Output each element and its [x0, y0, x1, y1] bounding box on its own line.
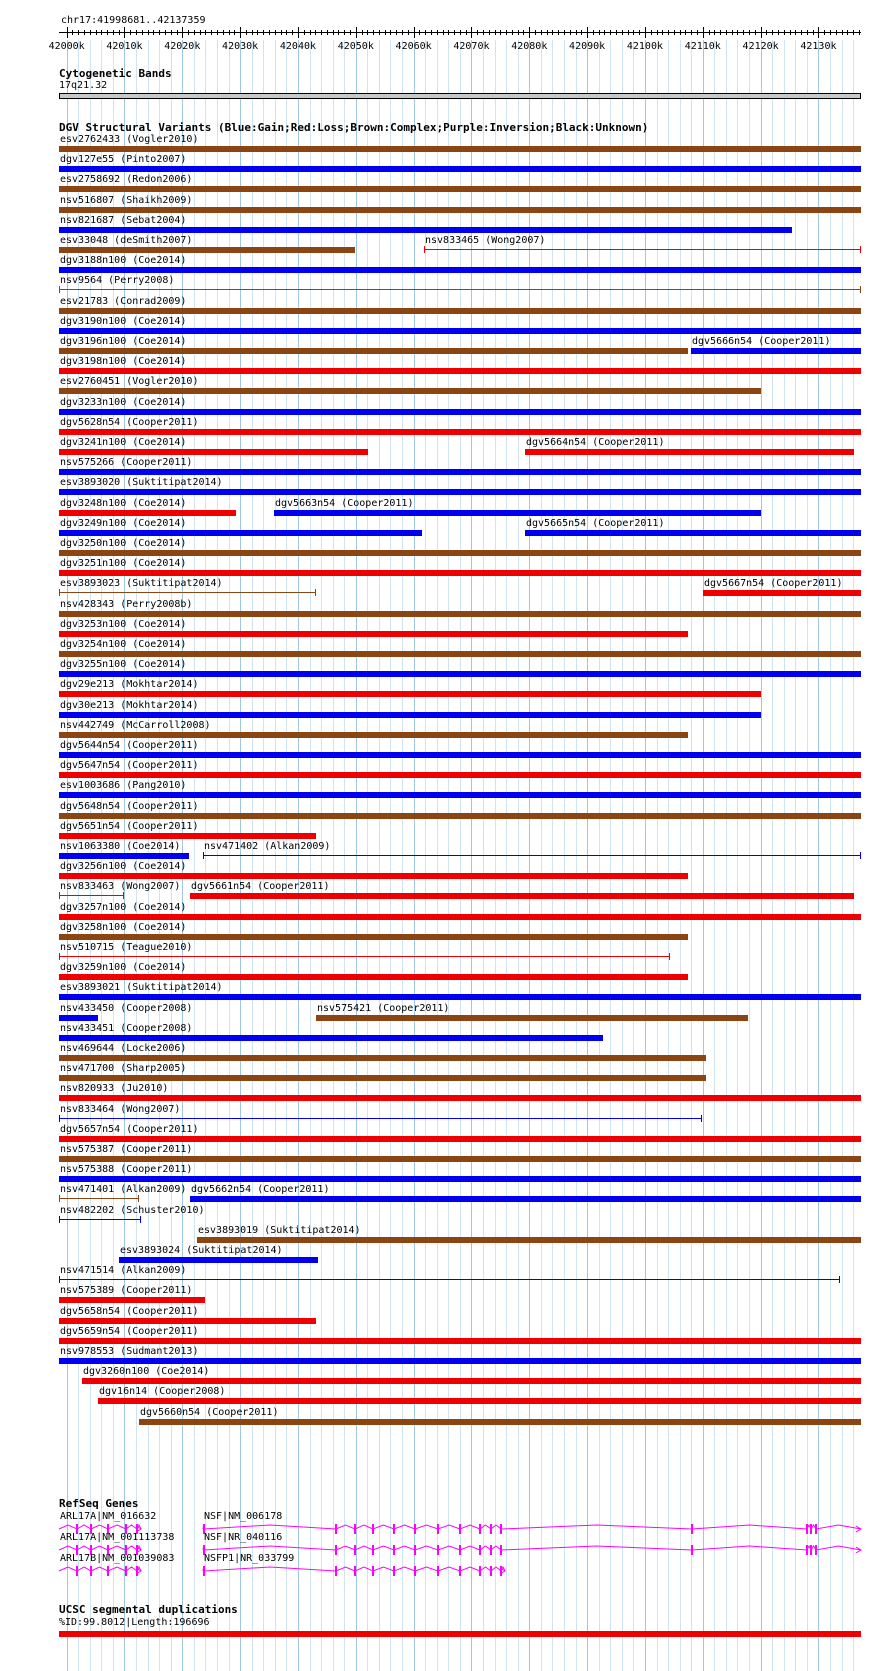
gene-exon — [372, 1545, 374, 1555]
variant-label: dgv29e213 (Mokhtar2014) — [60, 679, 199, 690]
ruler-tick-label: 42030k — [222, 41, 259, 52]
variant-label: nsv833464 (Wong2007) — [60, 1104, 181, 1115]
ruler-tick-label: 42020k — [164, 41, 201, 52]
gene-exon — [335, 1566, 337, 1576]
variant-label: dgv5657n54 (Cooper2011) — [60, 1124, 199, 1135]
variant-label: nsv471700 (Sharp2005) — [60, 1063, 187, 1074]
variant-label: dgv30e213 (Mokhtar2014) — [60, 700, 199, 711]
variant-label: esv3893020 (Suktitipat2014) — [60, 477, 223, 488]
gene-exon — [393, 1545, 395, 1555]
variant-label: nsv821687 (Sebat2004) — [60, 215, 187, 226]
ruler-tick-label: 42120k — [742, 41, 779, 52]
ruler-tick-label: 42060k — [395, 41, 432, 52]
variant-label: dgv3253n100 (Coe2014) — [60, 619, 187, 630]
variant-label: dgv3190n100 (Coe2014) — [60, 316, 187, 327]
variant-label: nsv428343 (Perry2008b) — [60, 599, 193, 610]
variant-label: nsv433450 (Cooper2008) — [60, 1003, 193, 1014]
gene-exon — [810, 1524, 812, 1534]
variant-label: dgv3259n100 (Coe2014) — [60, 962, 187, 973]
variant-label: dgv3258n100 (Coe2014) — [60, 922, 187, 933]
variant-label: dgv3255n100 (Coe2014) — [60, 659, 187, 670]
variant-label: nsv433451 (Cooper2008) — [60, 1023, 193, 1034]
variant-label: nsv833465 (Wong2007) — [425, 235, 546, 246]
ruler-tick-label: 42000k — [48, 41, 85, 52]
gene-exon — [335, 1545, 337, 1555]
variant-label: dgv16n14 (Cooper2008) — [99, 1386, 226, 1397]
variant-label: dgv3188n100 (Coe2014) — [60, 255, 187, 266]
cytoband-label: 17q21.32 — [59, 80, 108, 91]
gene-label: ARL17A|NM_001113738 — [60, 1532, 175, 1543]
variant-label: esv3893021 (Suktitipat2014) — [60, 982, 223, 993]
ruler-tick-label: 42130k — [800, 41, 837, 52]
gene-exon — [479, 1524, 481, 1534]
gene-exon — [354, 1524, 356, 1534]
variant-label: dgv5659n54 (Cooper2011) — [60, 1326, 199, 1337]
gene-exon — [490, 1566, 492, 1576]
variant-label: nsv820933 (Ju2010) — [60, 1083, 169, 1094]
variant-label: dgv3198n100 (Coe2014) — [60, 356, 187, 367]
gene-exon — [479, 1566, 481, 1576]
ruler-tick-label: 42090k — [569, 41, 606, 52]
variant-label: dgv3256n100 (Coe2014) — [60, 861, 187, 872]
gene-exon — [459, 1566, 461, 1576]
variant-label: dgv5647n54 (Cooper2011) — [60, 760, 199, 771]
gene-exon — [500, 1566, 502, 1576]
variant-label: dgv3233n100 (Coe2014) — [60, 397, 187, 408]
variant-label: nsv575421 (Cooper2011) — [317, 1003, 450, 1014]
gene-exon — [691, 1524, 693, 1534]
variant-label: dgv5661n54 (Cooper2011) — [191, 881, 330, 892]
gene-label: ARL17B|NM_001039083 — [60, 1553, 175, 1564]
variant-label: esv3893024 (Suktitipat2014) — [120, 1245, 283, 1256]
gene-exon — [437, 1545, 439, 1555]
gene-exon — [490, 1545, 492, 1555]
variant-label: dgv5664n54 (Cooper2011) — [526, 437, 665, 448]
variant-label: dgv5658n54 (Cooper2011) — [60, 1306, 199, 1317]
variant-label: dgv3251n100 (Coe2014) — [60, 558, 187, 569]
ruler-tick-label: 42100k — [626, 41, 664, 52]
gene-exon — [810, 1545, 812, 1555]
variant-label: dgv5667n54 (Cooper2011) — [704, 578, 843, 589]
ruler-tick-label: 42010k — [106, 41, 143, 52]
variant-label: nsv1063380 (Coe2014) — [60, 841, 181, 852]
gene-exon — [437, 1524, 439, 1534]
variant-label: nsv575389 (Cooper2011) — [60, 1285, 193, 1296]
variant-label: dgv5628n54 (Cooper2011) — [60, 417, 199, 428]
variant-label: dgv5665n54 (Cooper2011) — [526, 518, 665, 529]
variant-label: esv33048 (deSmith2007) — [60, 235, 193, 246]
variant-label: dgv3260n100 (Coe2014) — [83, 1366, 210, 1377]
refseq-track-title: RefSeq Genes — [59, 1497, 139, 1510]
variant-label: dgv3254n100 (Coe2014) — [60, 639, 187, 650]
gene-label: NSF|NR_040116 — [204, 1532, 283, 1543]
gene-intron-line — [203, 1546, 861, 1550]
variant-label: dgv5666n54 (Cooper2011) — [692, 336, 831, 347]
gene-label: NSF|NM_006178 — [204, 1511, 283, 1522]
gene-exon — [459, 1545, 461, 1555]
variant-label: nsv9564 (Perry2008) — [60, 275, 175, 286]
gene-exon — [479, 1545, 481, 1555]
gene-exon — [372, 1566, 374, 1576]
variant-label: dgv5651n54 (Cooper2011) — [60, 821, 199, 832]
variant-label: nsv482202 (Schuster2010) — [60, 1205, 205, 1216]
variant-label: dgv5648n54 (Cooper2011) — [60, 801, 199, 812]
variant-label: dgv5644n54 (Cooper2011) — [60, 740, 199, 751]
gene-exon — [393, 1566, 395, 1576]
variant-label: esv3893023 (Suktitipat2014) — [60, 578, 223, 589]
gene-exon — [354, 1545, 356, 1555]
variant-label: nsv469644 (Locke2006) — [60, 1043, 187, 1054]
gene-exon — [459, 1524, 461, 1534]
ruler-tick-label: 42040k — [279, 41, 317, 52]
region-label: chr17:41998681..42137359 — [61, 15, 206, 26]
gene-label: NSFP1|NR_033799 — [204, 1553, 295, 1564]
gene-model[interactable] — [0, 1565, 890, 1577]
variant-label: dgv5662n54 (Cooper2011) — [191, 1184, 330, 1195]
gene-exon — [490, 1524, 492, 1534]
gene-intron-line — [203, 1525, 861, 1529]
gene-exon — [414, 1545, 416, 1555]
variant-label: nsv471401 (Alkan2009) — [60, 1184, 187, 1195]
gene-exon — [372, 1524, 374, 1534]
variant-label: nsv978553 (Sudmant2013) — [60, 1346, 199, 1357]
variant-label: dgv127e55 (Pinto2007) — [60, 154, 187, 165]
variant-label: dgv3257n100 (Coe2014) — [60, 902, 187, 913]
segdup-label: %ID:99.8012|Length:196696 — [59, 1617, 210, 1628]
gene-exon — [806, 1524, 808, 1534]
gene-exon — [335, 1524, 337, 1534]
gene-exon — [500, 1545, 502, 1555]
variant-label: esv3893019 (Suktitipat2014) — [198, 1225, 361, 1236]
variant-label: dgv3249n100 (Coe2014) — [60, 518, 187, 529]
ruler-tick-label: 42080k — [511, 41, 548, 52]
variant-label: dgv3250n100 (Coe2014) — [60, 538, 187, 549]
gene-exon — [414, 1566, 416, 1576]
variant-label: nsv575266 (Cooper2011) — [60, 457, 193, 468]
ruler-tick-label: 42070k — [453, 41, 490, 52]
cytoband-track-title: Cytogenetic Bands — [59, 67, 172, 80]
segdup-track-title: UCSC segmental duplications — [59, 1603, 238, 1616]
variant-label: nsv575388 (Cooper2011) — [60, 1164, 193, 1175]
gene-exon — [393, 1524, 395, 1534]
variant-label: dgv3248n100 (Coe2014) — [60, 498, 187, 509]
gene-exon — [815, 1545, 817, 1555]
variant-label: dgv5660n54 (Cooper2011) — [140, 1407, 279, 1418]
variant-label: nsv575387 (Cooper2011) — [60, 1144, 193, 1155]
gene-exon — [815, 1524, 817, 1534]
variant-label: esv2762433 (Vogler2010) — [60, 134, 199, 145]
gene-exon — [500, 1524, 502, 1534]
variant-label: esv2758692 (Redon2006) — [60, 174, 193, 185]
variant-label: dgv3241n100 (Coe2014) — [60, 437, 187, 448]
gene-exon — [414, 1524, 416, 1534]
variant-label: nsv833463 (Wong2007) — [60, 881, 181, 892]
variant-label: esv1003686 (Pang2010) — [60, 780, 187, 791]
gene-label: ARL17A|NM_016632 — [60, 1511, 157, 1522]
variant-label: esv21783 (Conrad2009) — [60, 296, 187, 307]
variant-label: dgv5663n54 (Cooper2011) — [275, 498, 414, 509]
variant-label: nsv471514 (Alkan2009) — [60, 1265, 187, 1276]
variant-label: nsv516807 (Shaikh2009) — [60, 195, 193, 206]
variant-label: esv2760451 (Vogler2010) — [60, 376, 199, 387]
variant-label: dgv3196n100 (Coe2014) — [60, 336, 187, 347]
segdup-feature[interactable] — [59, 1631, 861, 1637]
variant-label: nsv510715 (Teague2010) — [60, 942, 193, 953]
gene-exon — [203, 1566, 205, 1576]
ruler-tick-label: 42110k — [684, 41, 721, 52]
dgv-track-title: DGV Structural Variants (Blue:Gain;Red:Loss;Brown:Complex;Purple:Inversion;Black:Unknown) — [59, 121, 649, 134]
variant-label: nsv471402 (Alkan2009) — [204, 841, 331, 852]
gene-exon — [354, 1566, 356, 1576]
variant-label: nsv442749 (McCarroll2008) — [60, 720, 211, 731]
gene-exon — [806, 1545, 808, 1555]
gene-exon — [437, 1566, 439, 1576]
gene-exon — [691, 1545, 693, 1555]
ruler-tick-label: 42050k — [337, 41, 374, 52]
